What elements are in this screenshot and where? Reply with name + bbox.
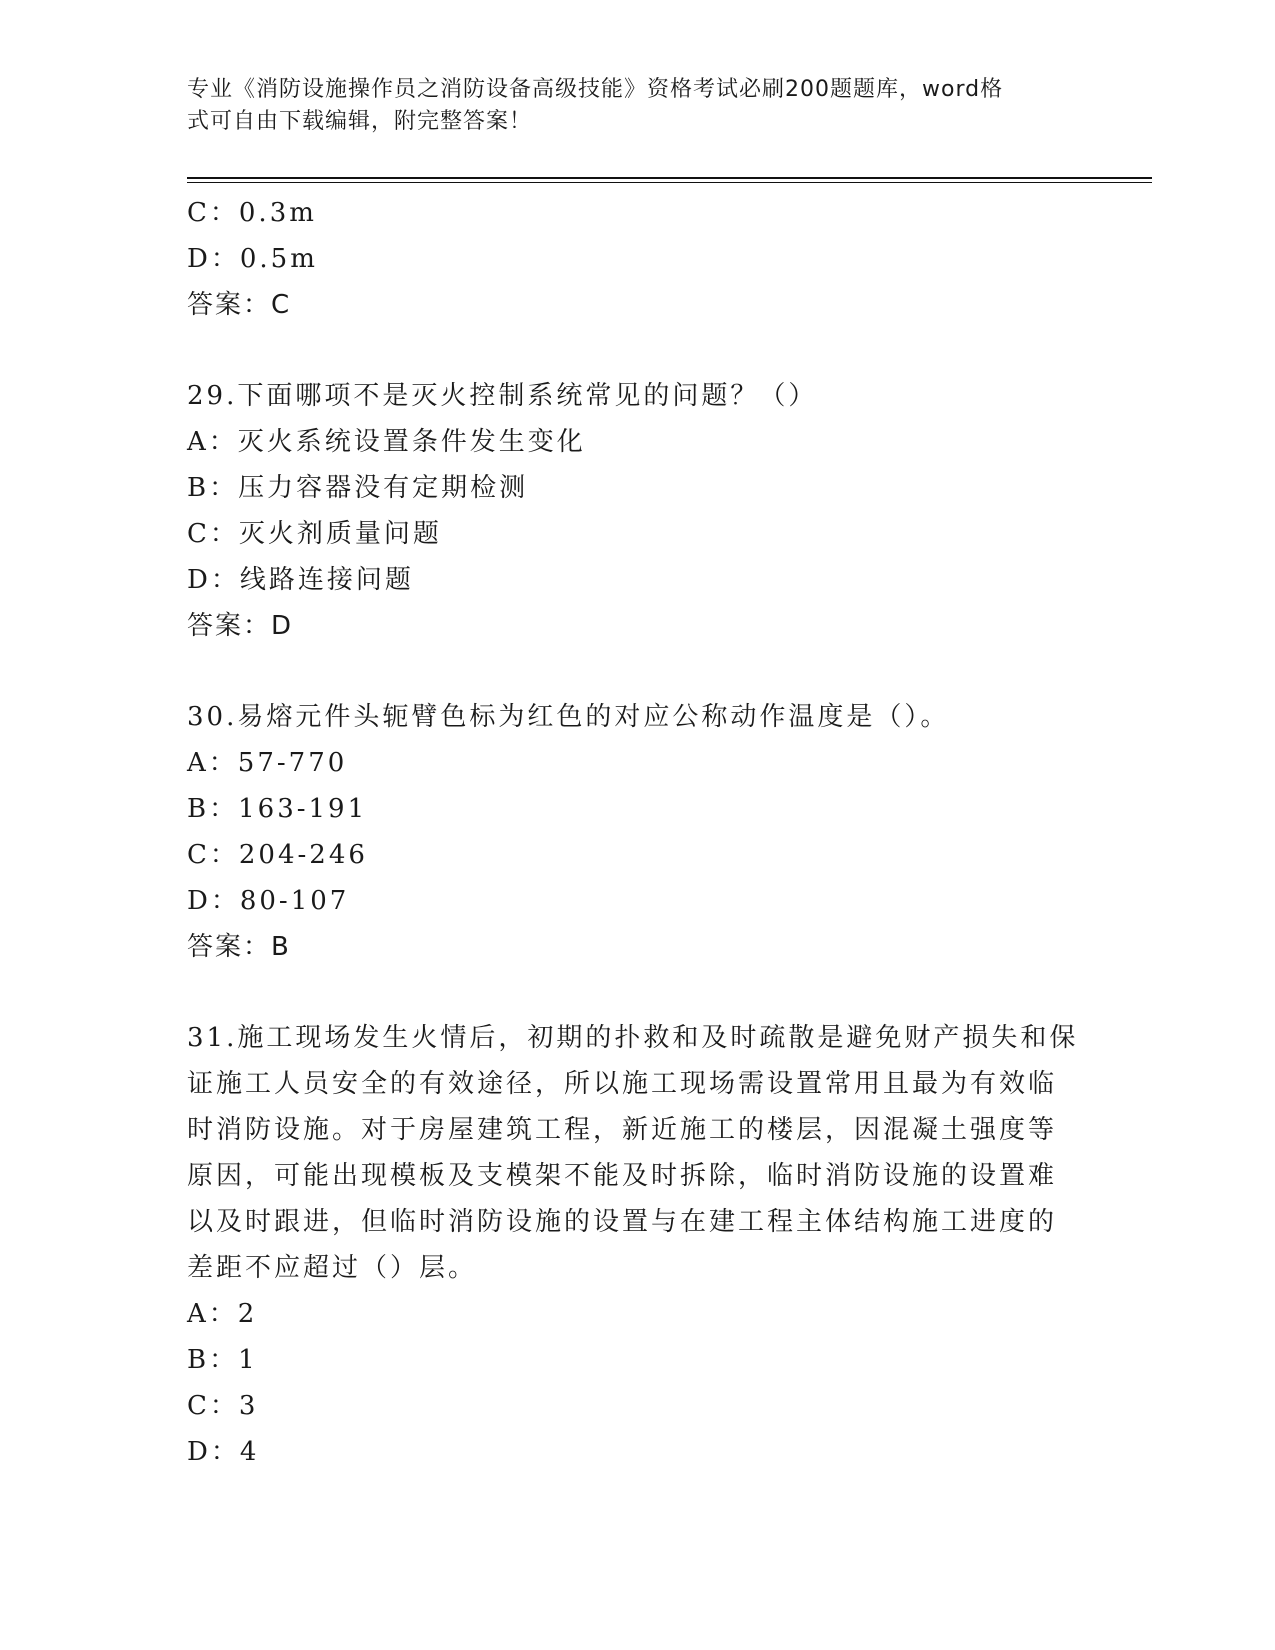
option-a: A：灭火系统设置条件发生变化 [187,427,586,457]
option-a: A：57-770 [187,748,348,778]
option-c: C：204-246 [187,840,368,870]
option-c: C：0.3m [187,198,317,228]
answer-line: 答案：C [187,290,292,320]
document-header [187,74,1087,138]
question-29 [187,373,1067,649]
question-stem-line: 原因，可能出现模板及支模架不能及时拆除，临时消防设施的设置难 [187,1161,1058,1191]
header-line-1: 专业《消防设施操作员之消防设备高级技能》资格考试必刷200题题库，word格 [187,77,1004,102]
answer-line: 答案：B [187,932,291,962]
question-stem-line: 以及时跟进，但临时消防设施的设置与在建工程主体结构施工进度的 [187,1207,1058,1237]
question-content [187,190,1079,1475]
question-stem-line: 31.施工现场发生火情后，初期的扑救和及时疏散是避免财产损失和保 [187,1023,1079,1053]
option-d: D：4 [187,1437,260,1467]
option-b: B：1 [187,1345,258,1375]
question-stem: 29.下面哪项不是灭火控制系统常见的问题？（） [187,381,818,411]
option-b: B：压力容器没有定期检测 [187,473,529,503]
option-d: D：线路连接问题 [187,565,414,595]
option-d: D：0.5m [187,244,318,274]
question-stem-line: 时消防设施。对于房屋建筑工程，新近施工的楼层，因混凝土强度等 [187,1115,1058,1145]
option-c: C：灭火剂质量问题 [187,519,442,549]
header-rule-thin [187,182,1152,183]
question-30 [187,694,1067,970]
answer-line: 答案：D [187,611,294,641]
option-a: A：2 [187,1299,258,1329]
question-31 [187,1015,1079,1475]
question-stem-line: 证施工人员安全的有效途径，所以施工现场需设置常用且最为有效临 [187,1069,1058,1099]
question-stem: 30.易熔元件头轭臂色标为红色的对应公称动作温度是（）。 [187,702,950,732]
prev-question-block [187,190,1067,328]
header-rule-thick [187,177,1152,179]
question-stem-line: 差距不应超过（）层。 [187,1253,478,1283]
header-line-2: 式可自由下载编辑，附完整答案！ [187,109,533,134]
option-b: B：163-191 [187,794,368,824]
option-c: C：3 [187,1391,259,1421]
option-d: D：80-107 [187,886,350,916]
